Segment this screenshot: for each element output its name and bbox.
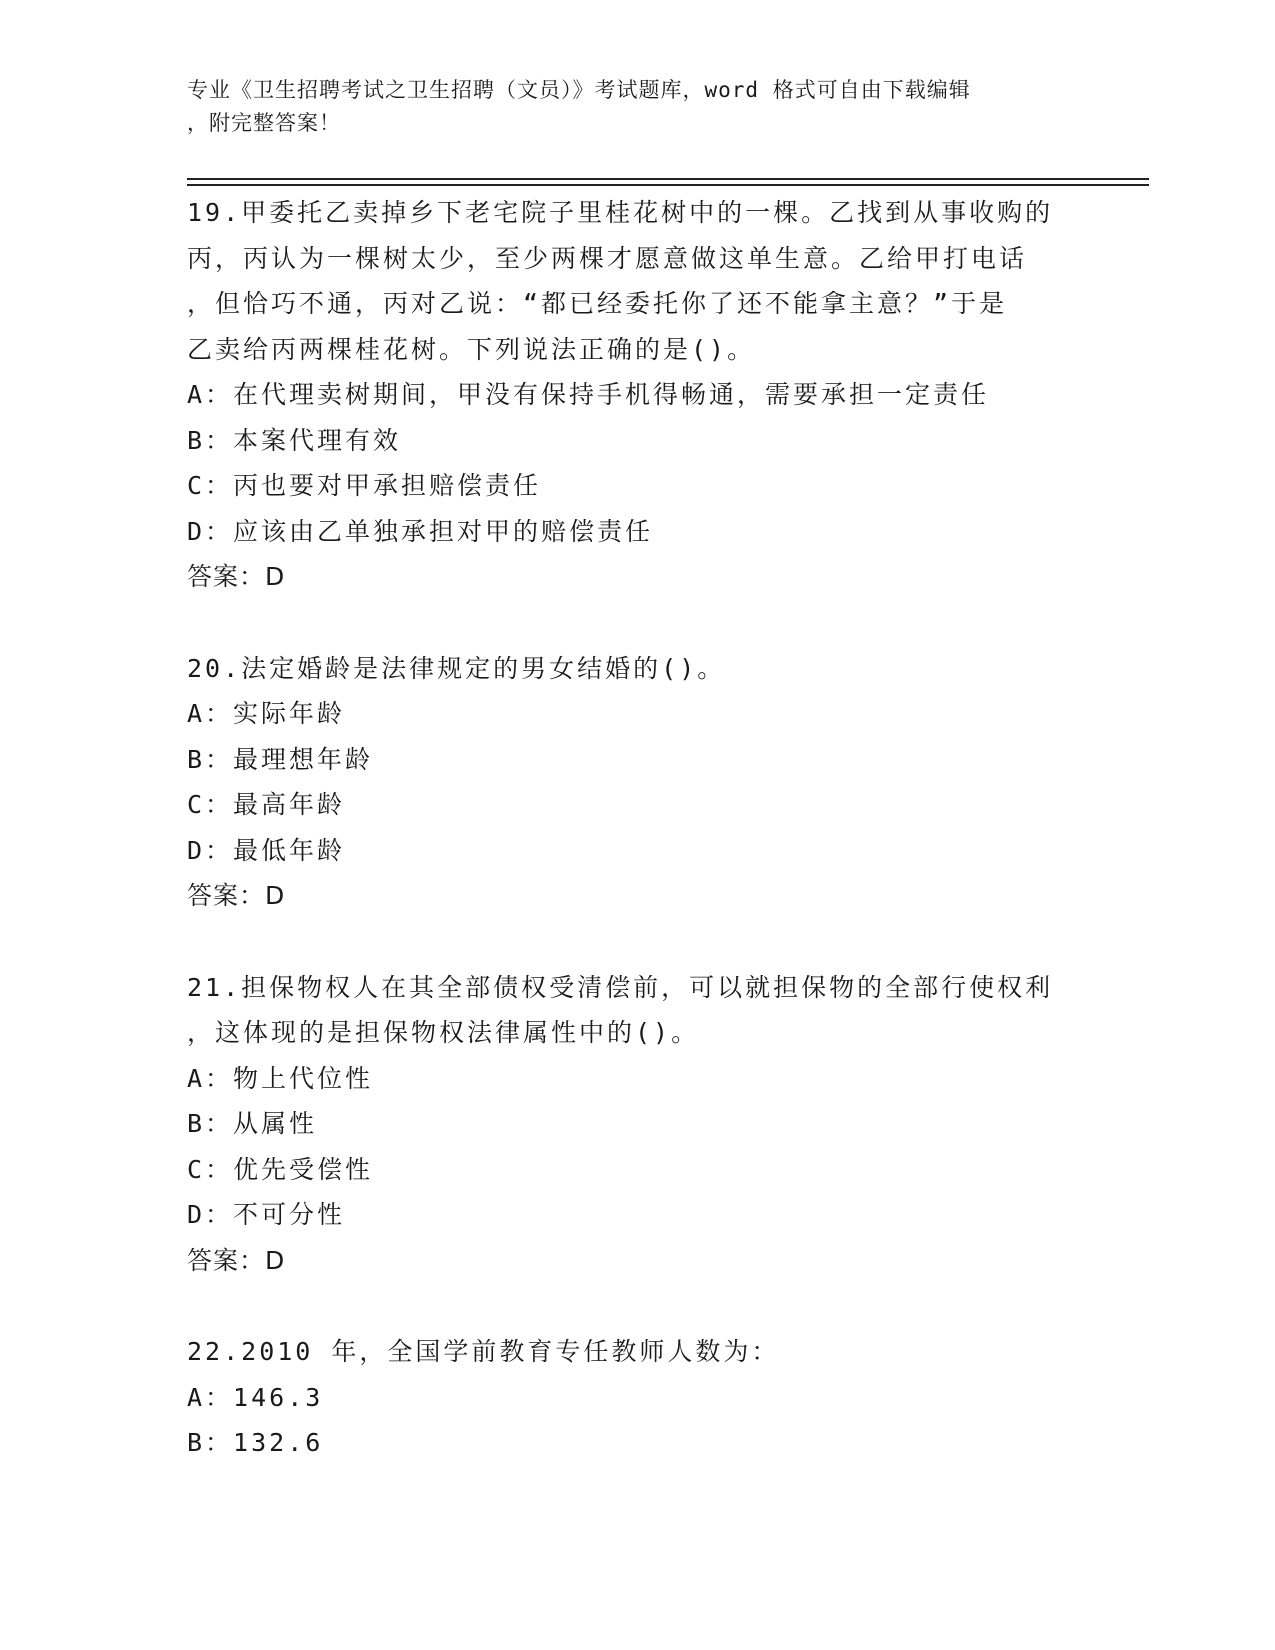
option-d: D：不可分性 [187, 1200, 346, 1229]
option-b: B：最理想年龄 [187, 744, 374, 774]
question-stem-line: ，这体现的是担保物权法律属性中的()。 [187, 1018, 700, 1047]
option-a: A：物上代位性 [187, 1063, 374, 1093]
question-stem-line: 乙卖给丙两棵桂花树。下列说法正确的是()。 [187, 334, 756, 364]
question-22 [187, 1329, 1087, 1466]
header-line-2: ，附完整答案！ [187, 111, 341, 135]
option-b: B：从属性 [187, 1109, 318, 1138]
question-20 [187, 646, 1087, 919]
option-d: D：最低年龄 [187, 835, 346, 865]
option-b: B：本案代理有效 [187, 425, 402, 455]
question-stem-line: 丙，丙认为一棵树太少，至少两棵才愿意做这单生意。乙给甲打电话 [187, 243, 1028, 273]
option-c: C：丙也要对甲承担赔偿责任 [187, 471, 542, 500]
option-a: A：在代理卖树期间，甲没有保持手机得畅通，需要承担一定责任 [187, 380, 990, 409]
question-stem-line: ，但恰巧不通，丙对乙说：“都已经委托你了还不能拿主意？”于是 [187, 289, 1008, 318]
question-stem-line: 20.法定婚龄是法律规定的男女结婚的()。 [187, 653, 726, 683]
answer-line: 答案：D [187, 1245, 286, 1275]
option-c: C：最高年龄 [187, 790, 346, 819]
question-stem-line: 19.甲委托乙卖掉乡下老宅院子里桂花树中的一棵。乙找到从事收购的 [187, 198, 1054, 227]
answer-line: 答案：D [187, 562, 286, 591]
option-a: A：实际年龄 [187, 699, 346, 728]
question-spacer [187, 600, 1087, 646]
option-b: B：132.6 [187, 1428, 324, 1457]
question-21 [187, 965, 1087, 1284]
question-spacer [187, 1283, 1087, 1329]
option-d: D：应该由乙单独承担对甲的赔偿责任 [187, 516, 654, 546]
header-divider-top [187, 178, 1149, 180]
header-line-1: 专业《卫生招聘考试之卫生招聘（文员）》考试题库，word 格式可自由下载编辑 [187, 78, 971, 102]
option-c: C：优先受偿性 [187, 1154, 374, 1184]
header-divider-bottom [187, 184, 1149, 186]
answer-line: 答案：D [187, 881, 286, 910]
document-header [187, 74, 1067, 140]
question-stem-line: 22.2010 年，全国学前教育专任教师人数为： [187, 1337, 780, 1366]
question-stem-line: 21.担保物权人在其全部债权受清偿前，可以就担保物的全部行使权利 [187, 972, 1054, 1002]
option-a: A：146.3 [187, 1382, 324, 1412]
question-spacer [187, 919, 1087, 965]
question-list [187, 190, 1087, 1466]
question-19 [187, 190, 1087, 600]
